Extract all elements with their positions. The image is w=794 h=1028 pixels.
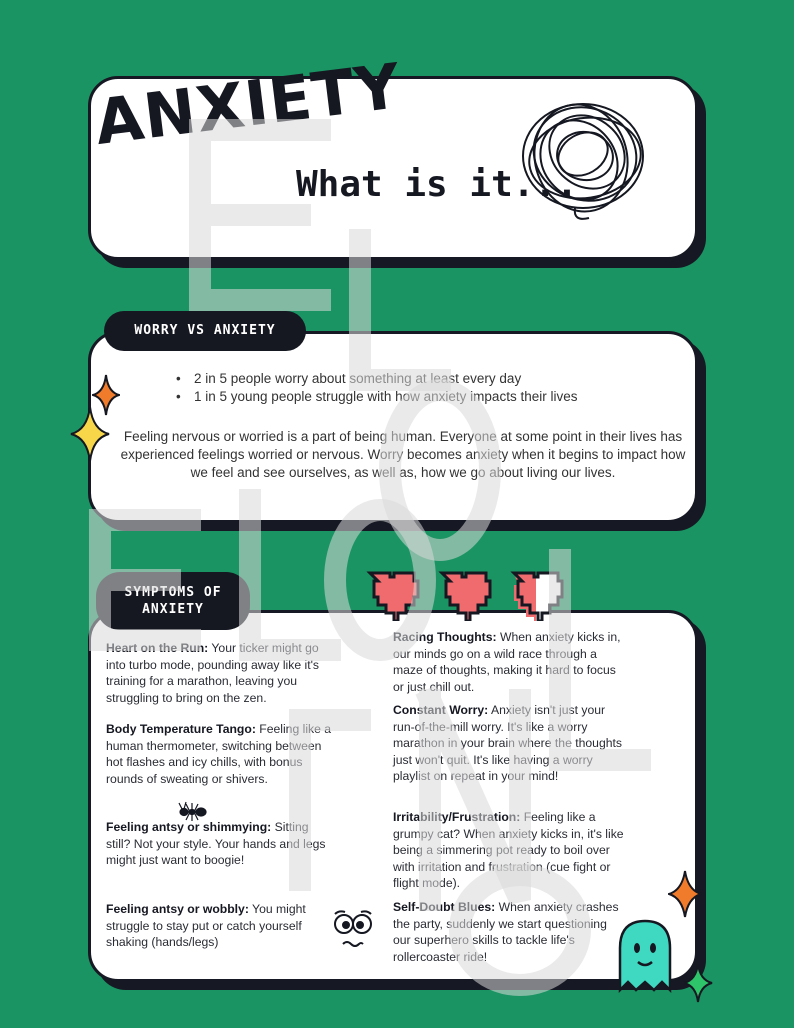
symptom-text: Feeling like a human thermometer, switching between hot flashes and icy chills, with bonus rounds of sweating or shivers. — [106, 722, 332, 786]
section-label-worry: WORRY VS ANXIETY — [104, 311, 306, 351]
section-label-symptoms — [96, 572, 250, 630]
stats-list — [176, 370, 577, 406]
list-item: • 1 in 5 young people struggle with how anxiety impacts their lives — [176, 388, 577, 406]
worry-card — [88, 331, 698, 523]
symptom-item — [106, 901, 332, 951]
ghost-icon — [616, 918, 674, 994]
hearts-rating — [366, 565, 576, 621]
symptom-title: Feeling antsy or wobbly: — [106, 902, 249, 916]
symptom-title: Irritability/Frustration: — [393, 810, 521, 824]
symptom-title: Heart on the Run: — [106, 641, 209, 655]
symptom-title: Body Temperature Tango: — [106, 722, 256, 736]
symptom-item — [106, 721, 332, 787]
sparkle-icon — [668, 870, 702, 918]
symptom-item — [393, 629, 625, 695]
heart-icon — [514, 573, 562, 621]
symptom-text: When anxiety crashes the party, suddenly we start questioning our superhero skills to tackle life's rollercoaster ride! — [393, 900, 619, 964]
symptom-title: Constant Worry: — [393, 703, 489, 717]
symptom-item — [106, 640, 332, 706]
section-label-line: SYMPTOMS OF — [124, 585, 222, 600]
page-subtitle: What is it... — [296, 164, 578, 205]
symptom-title: Self-Doubt Blues: — [393, 900, 496, 914]
sparkle-icon — [683, 963, 713, 1003]
ant-icon — [178, 800, 208, 824]
worry-paragraph: Feeling nervous or worried is a part of being human. Everyone at some point in their lives has experienced feelings worried or nervous. Worry becomes anxiety when it begins to impact how we feel and see ourselves, as well as, how we go about living our lives. — [120, 429, 686, 480]
symptom-text: Feeling like a grumpy cat? When anxiety kicks in, it's like being a simmering pot ready to boil over with irritation and frustration (cue fight or flight mode). — [393, 810, 624, 890]
page-title: ANXIETY — [91, 49, 406, 159]
symptom-item — [393, 702, 625, 785]
nervous-face-icon — [331, 908, 375, 952]
symptom-title: Racing Thoughts: — [393, 630, 497, 644]
symptom-text: When anxiety kicks in, our minds go on a wild race through a maze of thoughts, making it hard to focus or just chill out. — [393, 630, 621, 694]
symptom-item — [393, 809, 625, 892]
sparkle-icon — [70, 406, 110, 462]
symptom-item — [106, 819, 332, 869]
symptom-item — [393, 899, 625, 965]
section-label-line: ANXIETY — [142, 602, 204, 617]
list-item: • 2 in 5 people worry about something at least every day — [176, 370, 577, 388]
symptom-title: Feeling antsy or shimmying: — [106, 820, 272, 834]
scribble-icon — [515, 90, 655, 230]
symptom-text: Your ticker might go into turbo mode, pounding away like it's training for a marathon, leaving you struggling to bring on the zen. — [106, 641, 320, 705]
symptom-text: You might struggle to stay put or catch yourself shaking (hands/legs) — [106, 902, 306, 949]
symptom-text: Anxiety isn't just your run-of-the-mill worry. It's like a worry marathon in your brain where the thoughts just won't quit. It's like having a worry playlist on repeat in your mind! — [393, 703, 622, 783]
heart-icon — [370, 573, 418, 621]
heart-icon — [442, 573, 490, 621]
symptom-text: Sitting still? Not your style. Your hands and legs might just want to boogie! — [106, 820, 326, 867]
